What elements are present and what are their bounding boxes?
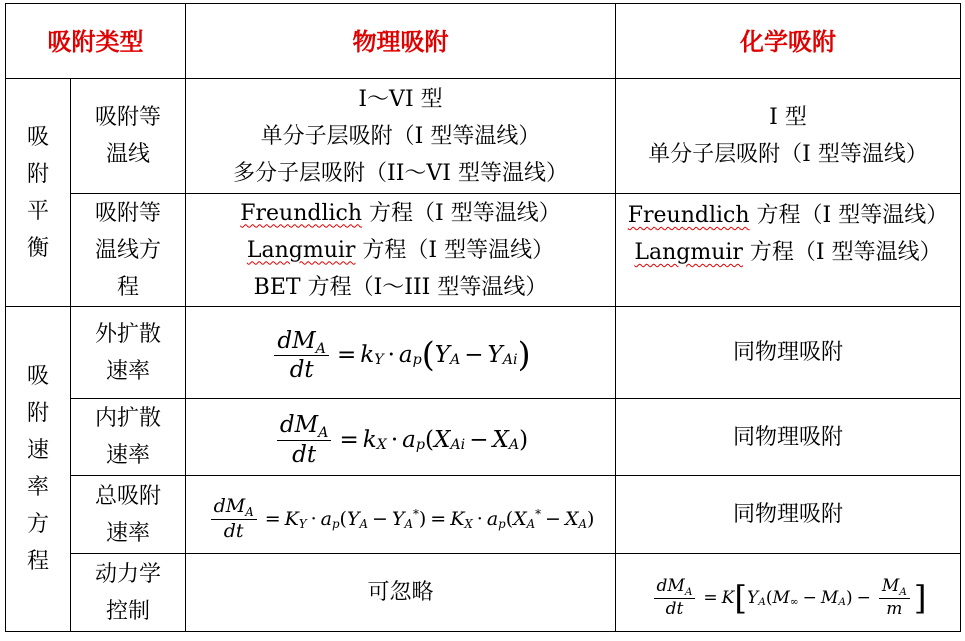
equation-name: Langmuir <box>246 237 356 263</box>
equation-chemical: Freundlich 方程（I 型等温线） Langmuir 方程（I 型等温线） <box>616 194 961 307</box>
isotherm-physical: I～VI 型 单分子层吸附（I 型等温线） 多分子层吸附（II～VI 型等温线） <box>186 79 616 194</box>
total-adsorption-row <box>6 476 961 554</box>
equation-name: Langmuir <box>634 240 743 265</box>
equation-name: BET <box>253 274 301 300</box>
header-adsorption-type: 吸附类型 <box>6 4 186 79</box>
label-kinetic-control: 动力学 控制 <box>71 554 186 632</box>
isotherm-row <box>6 79 961 194</box>
label-isotherm-equation: 吸附等 温线方 程 <box>71 194 186 307</box>
equation-name: Freundlich <box>240 200 363 226</box>
equation-name: Freundlich <box>627 203 750 228</box>
kinetic-control-physical: 可忽略 <box>186 554 616 632</box>
kinetic-control-row <box>6 554 961 632</box>
label-external-diffusion: 外扩散 速率 <box>71 307 186 399</box>
header-chemical-adsorption: 化学吸附 <box>616 4 961 79</box>
equation-physical: Freundlich 方程（I 型等温线） Langmuir 方程（I 型等温线） BET 方程（I～III 型等温线） <box>186 194 616 307</box>
label-total-adsorption: 总吸附 速率 <box>71 476 186 554</box>
internal-diffusion-row <box>6 399 961 476</box>
kinetic-control-formula: $\frac{dM_A}{dt}$ = K [ Y $_A$ ( M $_\infty$ − M $_A$ ) − $\frac{M_A}{m}$ ] <box>616 554 961 632</box>
total-adsorption-formula: $\frac{dM_A}{dt}$ = K $_Y$ · a $_p$ ( Y $_A$ − Y $_A$ * ) = K $_X$ · a $_p$ ( X $_A$ * − X $_A$ ) <box>186 476 616 554</box>
external-diffusion-row <box>6 307 961 399</box>
adsorption-comparison-table <box>5 3 961 632</box>
label-isotherm: 吸附等 温线 <box>71 79 186 194</box>
external-diffusion-formula: $\frac{dM_A}{dt}$ = k $_Y$ · a $_p$ ( Y $_A$ − Y $_{Ai}$ ) <box>186 307 616 399</box>
internal-diffusion-formula: $\frac{dM_A}{dt}$ = k $_X$ · a $_p$ ( X $_{Ai}$ − X $_A$ ) <box>186 399 616 476</box>
header-physical-adsorption: 物理吸附 <box>186 4 616 79</box>
isotherm-equation-row <box>6 194 961 307</box>
label-internal-diffusion: 内扩散 速率 <box>71 399 186 476</box>
external-diffusion-chemical: 同物理吸附 <box>616 307 961 399</box>
group-rate-equation: 吸 附 速 率 方 程 <box>6 307 71 632</box>
total-adsorption-chemical: 同物理吸附 <box>616 476 961 554</box>
header-row <box>6 4 961 79</box>
group-equilibrium: 吸 附 平 衡 <box>6 79 71 307</box>
isotherm-chemical: I 型 单分子层吸附（I 型等温线） <box>616 79 961 194</box>
internal-diffusion-chemical: 同物理吸附 <box>616 399 961 476</box>
